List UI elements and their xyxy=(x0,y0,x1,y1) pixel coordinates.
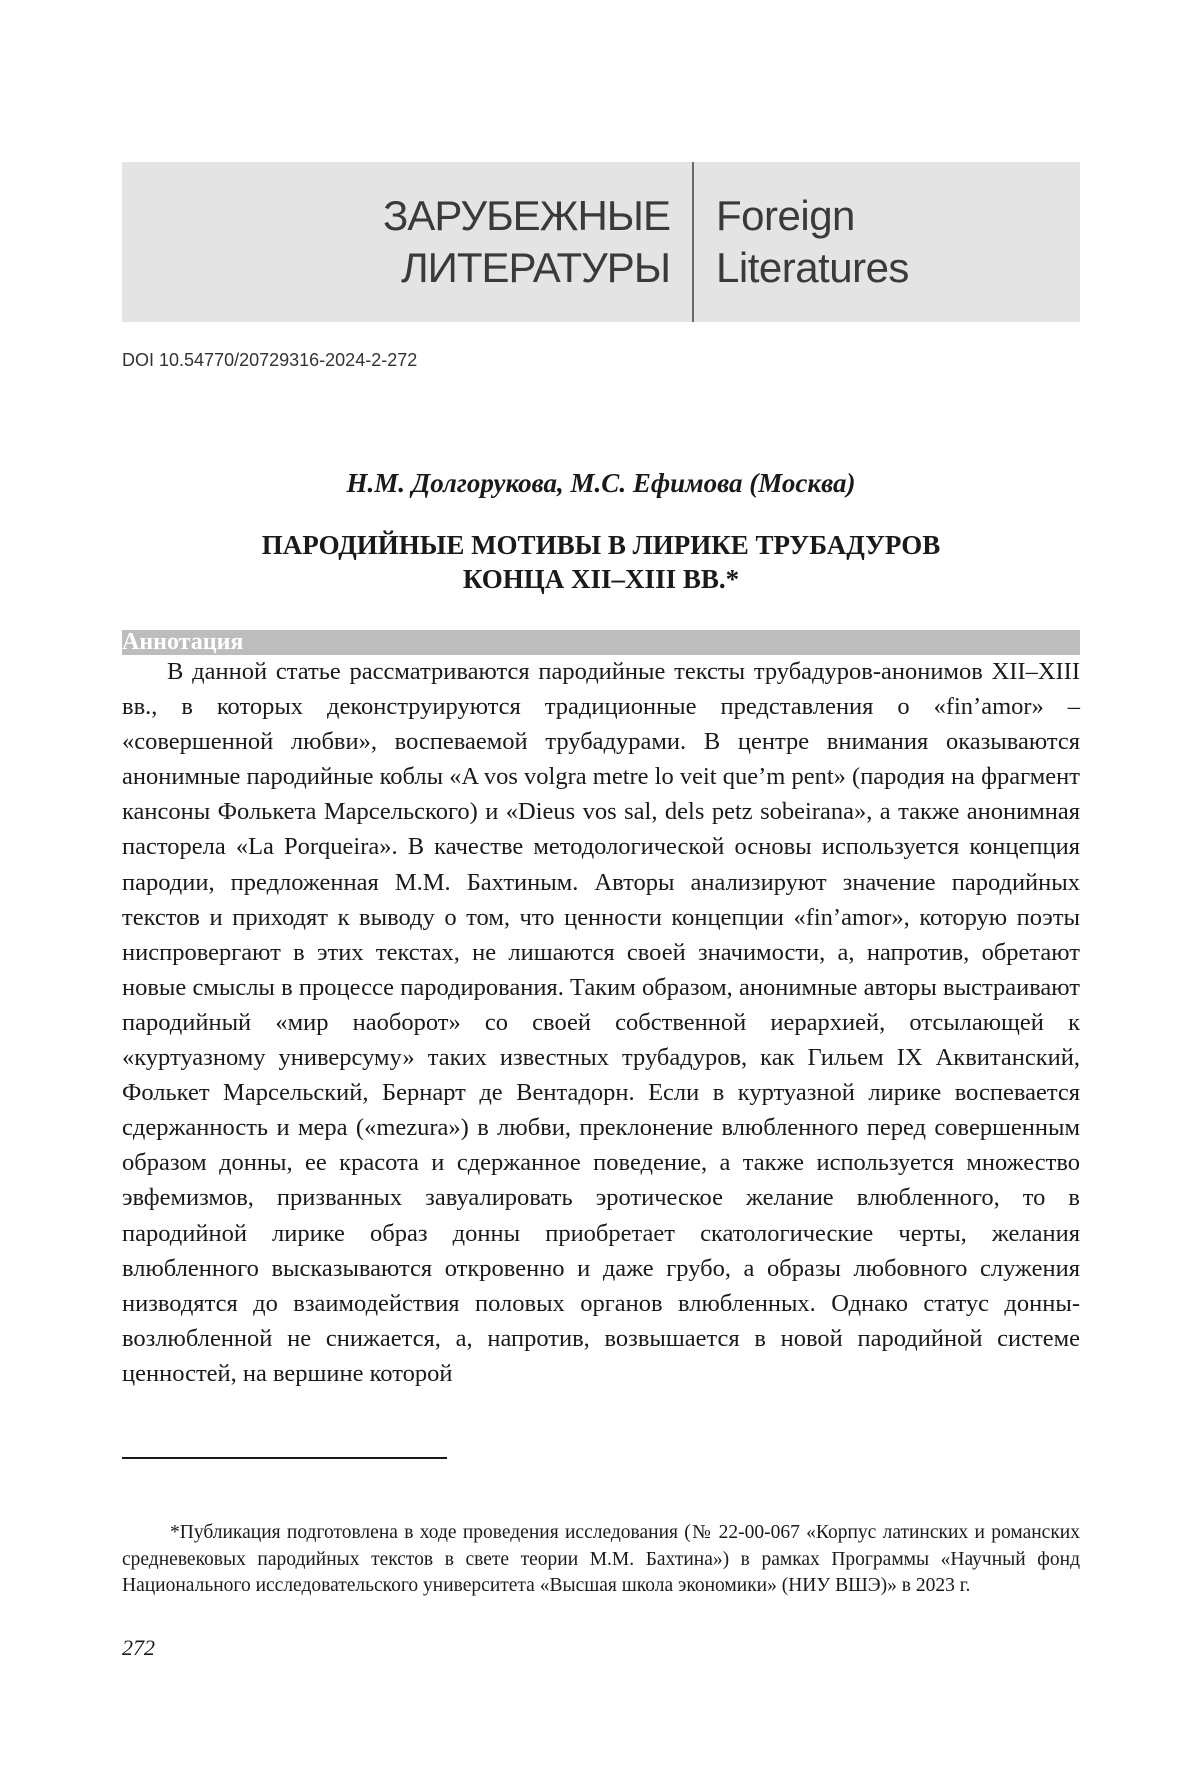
abstract-heading-bar xyxy=(122,630,1080,655)
journal-name-ru-line-2: ЛИТЕРАТУРЫ xyxy=(401,244,670,291)
doi[interactable]: DOI 10.54770/20729316-2024-2-272 xyxy=(122,350,418,370)
footnote-rule xyxy=(122,1457,447,1459)
article-title-line-1: ПАРОДИЙНЫЕ МОТИВЫ В ЛИРИКЕ ТРУБАДУРОВ xyxy=(261,530,941,560)
journal-name-en-line-1: Foreign xyxy=(716,192,855,239)
authors: Н.М. Долгорукова, М.С. Ефимова (Москва) xyxy=(346,468,856,498)
abstract-heading: Аннотация xyxy=(122,629,244,655)
journal-name-en xyxy=(716,190,1076,294)
abstract-text: В данной статье рассматриваются пародийные тексты трубадуров-анонимов XII–XIII вв., в которых деконструируются традиционные представления о «fin’amor» – «совершенной любви», воспеваемой трубадурами. В центре внимания оказываются анонимные пародийные коблы «A vos volgra metre lo veit que’m pent» (пародия на фрагмент кансоны Фолькета Марсельского) и «Dieus vos sal, dels petz sobeirana», а также анонимная пасторела «La Porqueira». В качестве методологической основы используется концепция пародии, предложенная М.М. Бахтиным. Авторы анализируют значение пародийных текстов и приходят к выводу о том, что ценности концепции «fin’amor», которую поэты ниспровергают в этих текстах, не лишаются своей значимости, а, напротив, обретают новые смыслы в процессе пародирования. Таким образом, анонимные авторы выстраивают пародийный «мир наоборот» со своей собственной иерархией, отсылающей к «куртуазному универсуму» таких известных трубадуров, как Гильем IX Аквитанский, Фолькет Марсельский, Бернарт де Вентадорн. Если в куртуазной лирике воспевается сдержанность и мера («mezura») в любви, преклонение влюбленного перед совершенным образом донны, ее красота и сдержанное поведение, а также используется множество эвфемизмов, призванных завуалировать эротическое желание влюбленного, то в пародийной лирике образ донны приобретает скатологические черты, желания влюбленного высказываются откровенно и даже грубо, а образы любовного служения низводятся до взаимодействия половых органов влюбленных. Однако статус донны-возлюбленной не снижается, а, напротив, возвышается в новой пародийной системе ценностей, на вершине которой xyxy=(122,658,1080,1387)
header-divider xyxy=(692,162,694,322)
article-title xyxy=(122,528,1080,596)
journal-name-ru-line-1: ЗАРУБЕЖНЫЕ xyxy=(382,192,670,239)
footnote: *Публикация подготовлена в ходе проведения исследования (№ 22-00-067 «Корпус латинских и романских средневековых пародийных текстов в свете теории М.М. Бахтина») в рамках Программы «Научный фонд Национального исследовательского университета «Высшая школа экономики» (НИУ ВШЭ)» в 2023 г. xyxy=(122,1522,1080,1596)
journal-name-en-line-2: Literatures xyxy=(716,244,909,291)
journal-name-ru xyxy=(122,190,670,294)
page-number: 272 xyxy=(122,1635,155,1660)
article-title-line-2: КОНЦА XII–XIII ВВ.* xyxy=(462,564,740,594)
